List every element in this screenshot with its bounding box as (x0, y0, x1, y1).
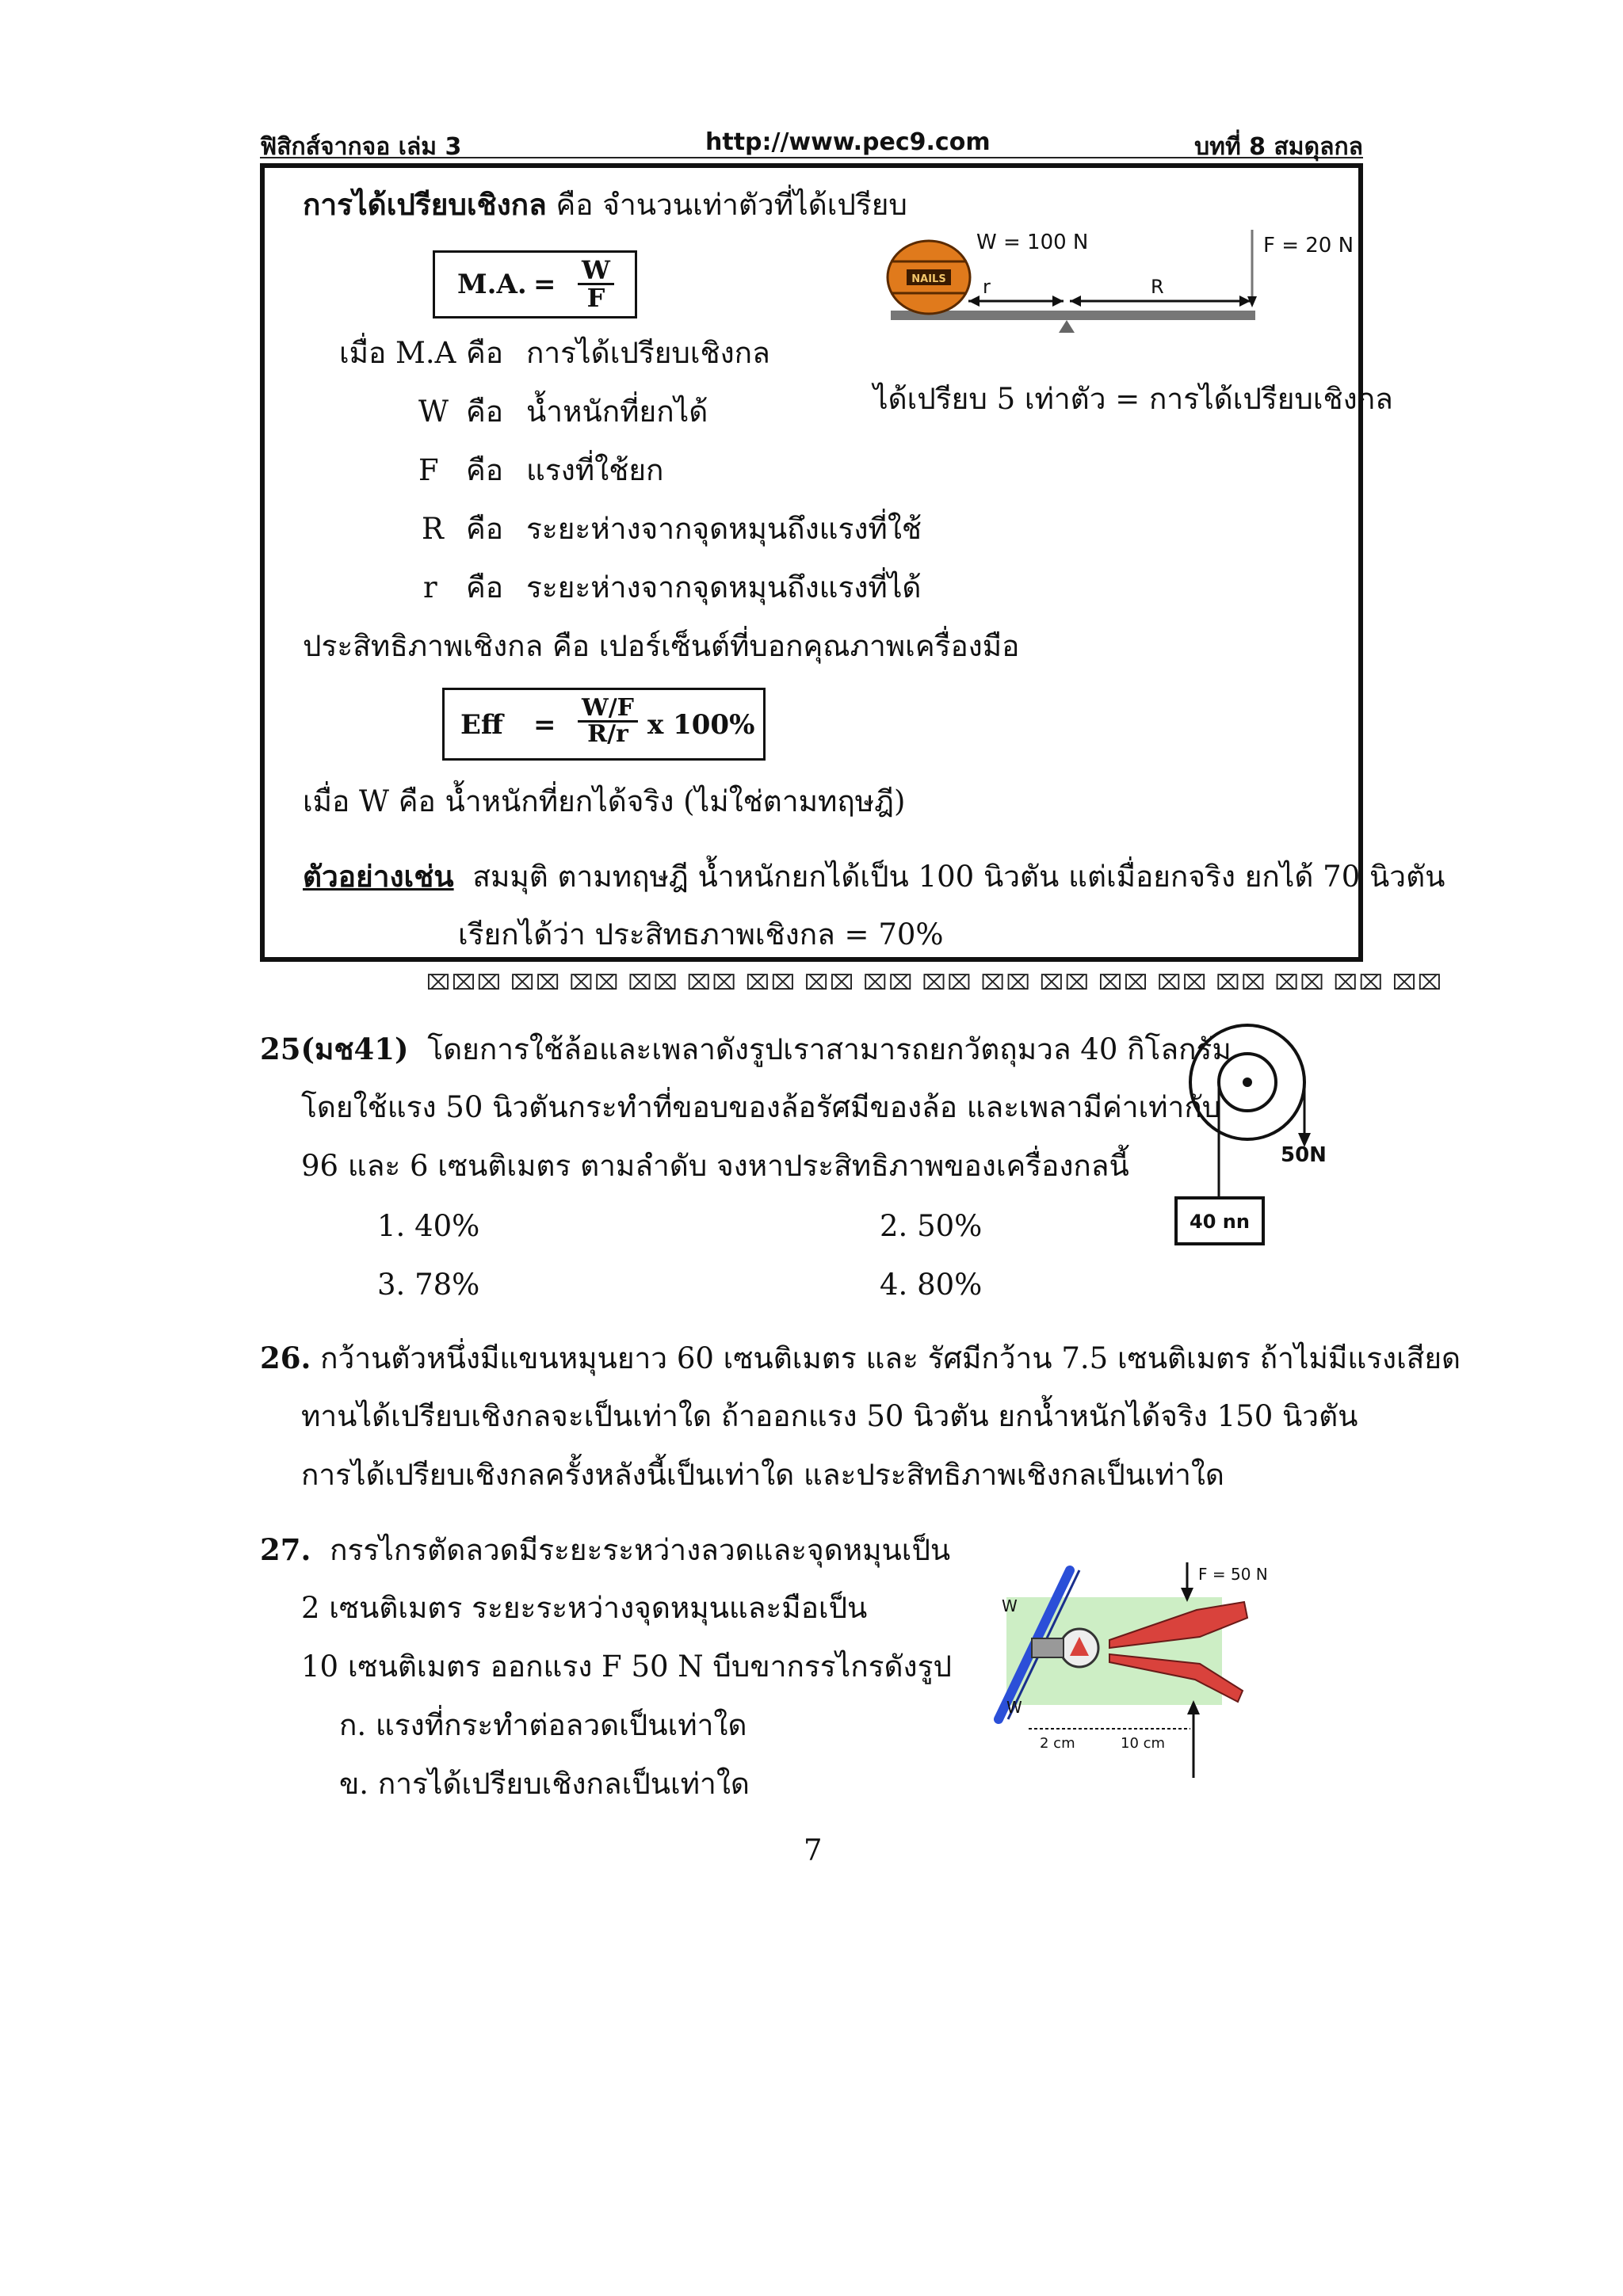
def-symbol: W (418, 395, 449, 429)
q27-sub-b: ข. การได้เปรียบเชิงกลเป็นเท่าใด (339, 1767, 750, 1801)
eff-formula-eq: = (533, 709, 556, 741)
def-meaning: แรงที่ใช้ยก (526, 453, 664, 487)
force-label: 50N (1281, 1143, 1327, 1167)
def-meaning: ระยะห่างจากจุดหมุนถึงแรงที่ใช้ (526, 512, 922, 546)
q27-line-1 (260, 1534, 950, 1567)
q25-line-1 (260, 1033, 1232, 1066)
efficiency-note: เมื่อ W คือ น้ำหนักที่ยกได้จริง (ไม่ใช่ตามทฤษฎี) (303, 784, 906, 818)
q25-line-3: 96 และ 6 เซนติเมตร ตามลำดับ จงหาประสิทธิภาพของเครื่องกลนี้ (301, 1149, 1129, 1183)
lever-w-label: W = 100 N (976, 231, 1089, 254)
q26-line-1 (260, 1342, 1461, 1375)
example-line-1 (303, 860, 1445, 894)
q25-choice-3: 3. 78% (377, 1268, 480, 1302)
ma-formula-box (433, 250, 637, 318)
def-row-r-small (423, 570, 922, 605)
header-url: http://www.pec9.com (705, 128, 991, 156)
page-number: 7 (804, 1833, 823, 1867)
lever-figure (883, 222, 1358, 349)
q26-number: 26. (260, 1341, 311, 1375)
q25-number: 25(มช41) (260, 1032, 409, 1066)
ma-heading-line (303, 189, 907, 222)
q25-choice-4: 4. 80% (880, 1268, 983, 1302)
w-bottom-label: W (1006, 1698, 1022, 1717)
q26-text-1: กว้านตัวหนึ่งมีแขนหมุนยาว 60 เซนติเมตร และ รัศมีกว้าน 7.5 เซนติเมตร ถ้าไม่มีแรงเสียด (320, 1341, 1461, 1375)
def-word: คือ (466, 512, 503, 546)
header-book-title: ฟิสิกส์จากจอ เล่ม 3 (260, 133, 462, 161)
efficiency-heading: ประสิทธิภาพเชิงกล คือ เปอร์เซ็นต์ที่บอกคุณภาพเครื่องมือ (303, 629, 1020, 663)
def-meaning: การได้เปรียบเชิงกล (526, 336, 770, 370)
eff-formula-lhs: Eff (460, 709, 503, 741)
def-symbol: r (423, 570, 437, 605)
q27-number: 27. (260, 1532, 311, 1567)
q27-line-2: 2 เซนติเมตร ระยะระหว่างจุดหมุนและมือเป็น (301, 1591, 868, 1625)
def-row-w (418, 395, 708, 429)
barrel-icon (888, 241, 970, 314)
q25-choice-2: 2. 50% (880, 1209, 983, 1243)
def-meaning: ระยะห่างจากจุดหมุนถึงแรงที่ได้ (526, 570, 922, 605)
ma-formula-eq: = (533, 269, 556, 300)
force-label: F = 50 N (1198, 1565, 1268, 1584)
lever-r-small: r (983, 276, 991, 298)
arrow-icon (1052, 296, 1064, 307)
q27-line-3: 10 เซนติเมตร ออกแรง F 50 N บีบขากรรไกรดังรูป (301, 1650, 952, 1684)
eff-denominator: R/r (587, 720, 628, 748)
lever-caption: ได้เปรียบ 5 เท่าตัว = การได้เปรียบเชิงกล (873, 382, 1393, 416)
barrel-text: NAILS (911, 273, 946, 285)
wire-cutter-figure (991, 1561, 1292, 1783)
w-top-label: W (1002, 1596, 1018, 1615)
lever-r-big: R (1151, 276, 1164, 298)
ma-formula-lhs: M.A. (457, 269, 527, 300)
def-meaning: น้ำหนักที่ยกได้ (526, 395, 708, 429)
lever-f-label: F = 20 N (1263, 234, 1354, 257)
ma-heading-rest: คือ จำนวนเท่าตัวที่ได้เปรียบ (556, 188, 907, 222)
example-line-2: เรียกได้ว่า ประสิทธภาพเชิงกล = 70% (458, 917, 944, 952)
jaw (1032, 1638, 1064, 1657)
eff-fraction (578, 696, 638, 746)
def-row-f (418, 453, 664, 487)
q27-sub-a: ก. แรงที่กระทำต่อลวดเป็นเท่าใด (339, 1708, 747, 1742)
arrow-icon (968, 296, 980, 307)
header-chapter: บทที่ 8 สมดุลกล (1194, 133, 1363, 161)
ma-denominator: F (586, 283, 605, 313)
efficiency-formula-box (442, 688, 766, 761)
ma-fraction (578, 257, 614, 311)
def-row-r-big (422, 512, 922, 546)
dist-big-label: 10 cm (1121, 1735, 1166, 1752)
def-word: คือ (466, 395, 503, 429)
pivot-icon (1243, 1077, 1252, 1087)
q27-text-1: กรรไกรตัดลวดมีระยะระหว่างลวดและจุดหมุนเป็น (330, 1533, 951, 1567)
arrow-icon (1070, 296, 1081, 307)
q26-line-2: ทานได้เปรียบเชิงกลจะเป็นเท่าใด ถ้าออกแรง 50 นิวตัน ยกน้ำหนักได้จริง 150 นิวตัน (301, 1399, 1358, 1433)
q25-line-2: โดยใช้แรง 50 นิวตันกระทำที่ขอบของล้อรัศมีของล้อ และเพลามีค่าเท่ากับ (301, 1090, 1221, 1124)
def-symbol: R (422, 512, 444, 546)
ma-heading: การได้เปรียบเชิงกล (303, 187, 547, 222)
def-word: คือ (466, 570, 503, 605)
wheel-axle-figure (1165, 1017, 1347, 1255)
eff-numerator: W/F (578, 696, 638, 723)
def-row-ma (339, 336, 770, 370)
q26-line-3: การได้เปรียบเชิงกลครั้งหลังนี้เป็นเท่าใด และประสิทธิภาพเชิงกลเป็นเท่าใด (301, 1458, 1224, 1492)
dist-small-label: 2 cm (1040, 1735, 1075, 1752)
fulcrum-icon (1059, 320, 1075, 333)
mass-label: 40 nn (1190, 1211, 1250, 1233)
def-word: คือ (466, 336, 503, 370)
def-symbol: เมื่อ M.A (339, 336, 456, 370)
eff-formula-tail: x 100% (647, 709, 755, 741)
example-label: ตัวอย่างเช่น (303, 859, 454, 894)
def-symbol: F (418, 453, 439, 487)
page-header (260, 125, 1363, 161)
ma-numerator: W (578, 257, 614, 285)
q25-text-1: โดยการใช้ล้อและเพลาดังรูปเราสามารถยกวัตถุมวล 40 กิโลกรัม (427, 1032, 1232, 1066)
definition-box (260, 163, 1445, 962)
section-divider: ⌧⌧⌧ ⌧⌧ ⌧⌧ ⌧⌧ ⌧⌧ ⌧⌧ ⌧⌧ ⌧⌧ ⌧⌧ ⌧⌧ ⌧⌧ ⌧⌧ ⌧⌧ ⌧⌧ ⌧⌧ ⌧⌧ ⌧⌧ (426, 971, 1443, 995)
example-text-1: สมมุติ ตามทฤษฎี น้ำหนักยกได้เป็น 100 นิวตัน แต่เมื่อยกจริง ยกได้ 70 นิวตัน (472, 860, 1445, 894)
q25-choice-1: 1. 40% (377, 1209, 480, 1243)
def-word: คือ (466, 453, 503, 487)
